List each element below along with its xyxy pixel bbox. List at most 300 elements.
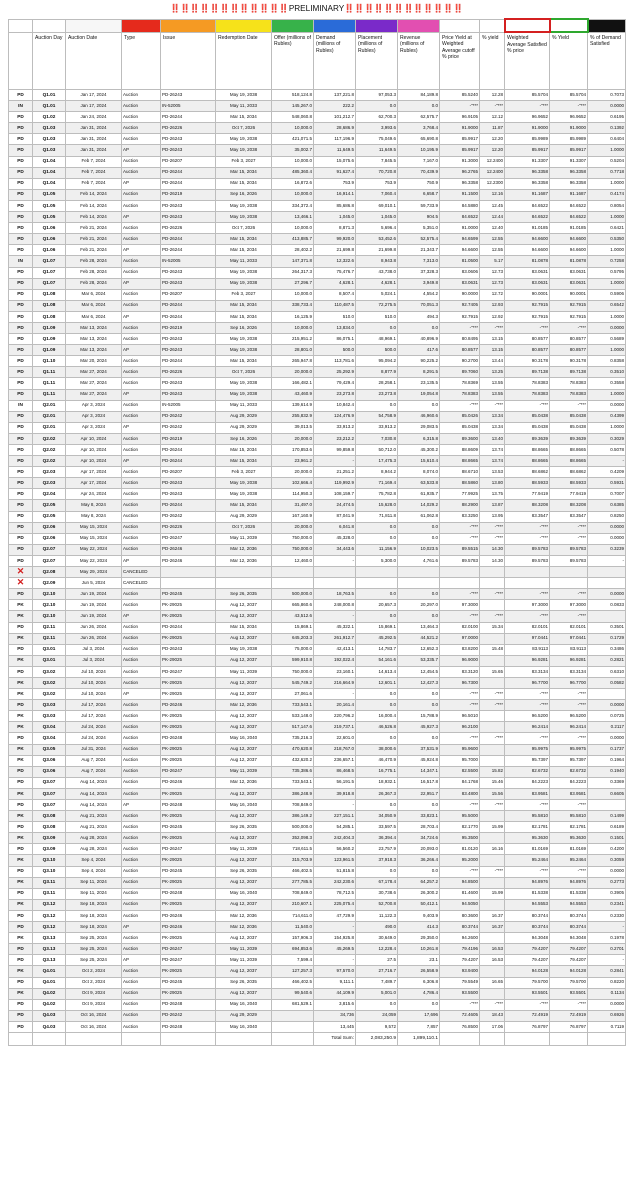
cell-col-1: Q3.10	[33, 866, 66, 877]
cell-col-14: 0.6404	[588, 134, 626, 145]
cell-col-4: PD-26207	[161, 156, 216, 167]
total-empty-cell	[161, 1032, 216, 1045]
cell-col-6: 20,000.0	[272, 367, 314, 378]
table-row	[9, 256, 626, 267]
cell-col-11: 12.55	[480, 245, 505, 256]
cell-col-14: 0.4174	[588, 189, 626, 200]
cell-col-7: 54,285.1	[314, 822, 356, 833]
cell-col-9: 13,464.3	[398, 622, 440, 633]
table-row	[9, 223, 626, 234]
cell-col-4: PD-26246	[161, 922, 216, 933]
cell-col-14: 0.2821	[588, 655, 626, 666]
cell-col-13: 85.5704	[550, 90, 588, 101]
cell-col-10: 81.0500	[440, 256, 480, 267]
cell-col-0: PD	[9, 223, 33, 234]
cell-col-7: 9,111.1	[314, 977, 356, 988]
cell-col-6: 265,947.8	[272, 356, 314, 367]
cell-col-1: Q4.03	[33, 1021, 66, 1032]
cell-col-0: PD	[9, 123, 33, 134]
cell-col-7: 23,212.2	[314, 433, 356, 444]
cell-col-2: Sep 18, 2024	[66, 922, 122, 933]
cell-col-5: Aug 12, 2037	[216, 855, 272, 866]
cell-col-9: 8,074.0	[398, 467, 440, 478]
cell-col-7: 42,413.1	[314, 644, 356, 655]
cell-col-1: Q1.03	[33, 123, 66, 134]
cell-col-4: PK-29025	[161, 988, 216, 999]
cell-col-8: 69,010.1	[356, 200, 398, 211]
cell-col-4: PD-26244	[161, 311, 216, 322]
cell-col-13: 96.3358	[550, 167, 588, 178]
cell-col-14: 0.0000	[588, 522, 626, 533]
cell-col-9: 750.9	[398, 178, 440, 189]
cell-col-3: CANCELED	[122, 578, 161, 589]
table-row	[9, 677, 626, 688]
cell-col-4: PD-26243	[161, 489, 216, 500]
cell-col-7: 23,273.8	[314, 389, 356, 400]
cell-col-0: PD	[9, 866, 33, 877]
cell-col-5: Sep 26, 2035	[216, 866, 272, 877]
cell-col-8: 72,275.5	[356, 300, 398, 311]
cell-col-13: 78.8383	[550, 378, 588, 389]
cell-col-9: 70,439.9	[398, 167, 440, 178]
color-strip-row	[9, 19, 626, 32]
cell-col-5: Aug 29, 2029	[216, 1010, 272, 1021]
cell-col-14: 0.7258	[588, 256, 626, 267]
table-row	[9, 578, 626, 589]
table-row	[9, 322, 626, 333]
cell-col-14: 0.1737	[588, 744, 626, 755]
cell-col-12: 95.2464	[505, 855, 550, 866]
cell-col-1: Q3.13	[33, 933, 66, 944]
cell-col-8: 38,000.6	[356, 744, 398, 755]
cell-col-0: PD	[9, 489, 33, 500]
cell-col-1: Q2.04	[33, 489, 66, 500]
table-row	[9, 622, 626, 633]
cell-col-0: PD	[9, 955, 33, 966]
cell-col-0: PD	[9, 777, 33, 788]
cell-col-3: Auction	[122, 478, 161, 489]
cell-col-14: 0.0000	[588, 700, 626, 711]
cell-col-0: PD	[9, 389, 33, 400]
cell-col-3: Auction	[122, 977, 161, 988]
cell-col-11: 12.44	[480, 212, 505, 223]
cell-col-3: Auction	[122, 966, 161, 977]
cell-col-12: 85.9917	[505, 145, 550, 156]
cell-col-7: 227,151.1	[314, 811, 356, 822]
cell-col-1: Q4.01	[33, 977, 66, 988]
cell-col-3: Auction	[122, 622, 161, 633]
cell-col-6: 386,248.9	[272, 788, 314, 799]
cell-col-10: 95.9600	[440, 744, 480, 755]
cell-col-5: Mar 12, 2036	[216, 910, 272, 921]
total-empty-cell	[440, 1032, 480, 1045]
cell-col-7: 99,859.8	[314, 445, 356, 456]
cell-col-0: PD	[9, 733, 33, 744]
cell-col-10: 80.8495	[440, 334, 480, 345]
cell-col-6: 338,733.4	[272, 300, 314, 311]
cell-col-12: 83.3134	[505, 666, 550, 677]
cell-col-9: 494.3	[398, 311, 440, 322]
cell-col-11: 13.34	[480, 411, 505, 422]
cell-col-10: 95.3500	[440, 833, 480, 844]
cell-col-11: 15.56	[480, 788, 505, 799]
cell-col-2: Feb 28, 2024	[66, 278, 122, 289]
cell-col-9: 0.0	[398, 533, 440, 544]
cell-col-0: PD	[9, 555, 33, 566]
cell-col-12: 95.5810	[505, 811, 550, 822]
cell-col-2: May 22, 2024	[66, 544, 122, 555]
cell-col-3: Auction	[122, 90, 161, 101]
cell-col-10: 93.9400	[440, 966, 480, 977]
table-row	[9, 788, 626, 799]
cell-col-10: 91.3000	[440, 156, 480, 167]
cell-col-2: Jun 19, 2024	[66, 611, 122, 622]
cell-col-1: Q3.02	[33, 677, 66, 688]
cell-col-5: May 19, 2038	[216, 389, 272, 400]
cell-col-6: 518,124.8	[272, 90, 314, 101]
cell-col-0: PD	[9, 822, 33, 833]
cell-col-3: Auction	[122, 112, 161, 123]
cell-col-3: AP	[122, 955, 161, 966]
cell-col-4: PD-26246	[161, 544, 216, 555]
cell-col-5: May 19, 2038	[216, 478, 272, 489]
cell-col-14: 0.1978	[588, 933, 626, 944]
cell-col-2: Jan 31, 2024	[66, 134, 122, 145]
header-cell: Weighted Average Satisfied % price	[505, 32, 550, 90]
cell-col-12: 94.3048	[505, 933, 550, 944]
cell-col-11: 14.30	[480, 544, 505, 555]
cell-col-1: Q3.06	[33, 766, 66, 777]
spreadsheet	[8, 0, 625, 1046]
cell-col-14: 0.0000	[588, 322, 626, 333]
cell-col-7: 39,918.8	[314, 788, 356, 799]
cell-col-2: Sep 25, 2024	[66, 955, 122, 966]
cell-col-11: 11.87	[480, 123, 505, 134]
cell-col-3: Auction	[122, 433, 161, 444]
cell-col-4: PK-29025	[161, 655, 216, 666]
table-row	[9, 899, 626, 910]
cell-col-7: 87,041.9	[314, 511, 356, 522]
cell-col-2: Jan 17, 2024	[66, 101, 122, 112]
table-row	[9, 910, 626, 921]
cell-col-9: 0.0	[398, 733, 440, 744]
cell-col-1: Q2.08	[33, 567, 66, 578]
cell-col-12: -"***	[505, 700, 550, 711]
cell-col-0: PD	[9, 999, 33, 1010]
color-cell-7	[314, 19, 356, 32]
cell-col-12: 82.6732	[505, 766, 550, 777]
cell-col-13: 95.9975	[550, 744, 588, 755]
cell-col-8: 490.0	[356, 922, 398, 933]
cell-col-12: -"***	[505, 522, 550, 533]
header-cell: Redemption Date	[216, 32, 272, 90]
cell-col-2: Feb 7, 2024	[66, 167, 122, 178]
cell-col-0: PD	[9, 544, 33, 555]
cell-col-8: 0.0	[356, 322, 398, 333]
cell-col-2: Mar 6, 2024	[66, 289, 122, 300]
cell-col-11: 16.16	[480, 844, 505, 855]
cell-col-12: 96.9652	[505, 112, 550, 123]
cell-col-6: 139,614.9	[272, 400, 314, 411]
cell-col-0: IN	[9, 101, 33, 112]
cell-col-6: 114,950.3	[272, 489, 314, 500]
cell-col-9: 6,658.7	[398, 189, 440, 200]
cell-col-13	[550, 578, 588, 589]
table-row	[9, 445, 626, 456]
cell-col-5: Mar 12, 2036	[216, 555, 272, 566]
cell-col-0: PK	[9, 677, 33, 688]
cell-col-4: PK-29025	[161, 788, 216, 799]
cell-col-6: 466,402.5	[272, 866, 314, 877]
cell-col-8: 12,601.1	[356, 677, 398, 688]
cell-col-5: May 19, 2038	[216, 334, 272, 345]
cell-col-4: PD-26247	[161, 666, 216, 677]
cell-col-11: -"***	[480, 589, 505, 600]
cell-col-8: 15,869.1	[356, 622, 398, 633]
cell-col-4: PK-29025	[161, 633, 216, 644]
cell-col-1: Q3.12	[33, 910, 66, 921]
cell-col-2: Aug 21, 2024	[66, 811, 122, 822]
cell-col-11: 15.65	[480, 666, 505, 677]
cell-col-12: -"***	[505, 611, 550, 622]
cell-col-8: 5,300.0	[356, 555, 398, 566]
cell-col-9: 9,403.9	[398, 910, 440, 921]
cell-col-12: 96.9281	[505, 655, 550, 666]
cell-col-7	[314, 578, 356, 589]
cell-col-9: 10,023.5	[398, 544, 440, 555]
cell-col-11: -"***	[480, 101, 505, 112]
cell-col-9: 904.5	[398, 212, 440, 223]
cell-col-0: PD	[9, 245, 33, 256]
table-row	[9, 544, 626, 555]
cell-col-8: 0.0	[356, 611, 398, 622]
cell-col-0: PD	[9, 910, 33, 921]
cell-col-1: Q1.06	[33, 245, 66, 256]
cell-col-2: Aug 14, 2024	[66, 788, 122, 799]
cell-col-12: 95.7397	[505, 755, 550, 766]
cell-col-7: 154,925.8	[314, 933, 356, 944]
cell-col-10: 91.1500	[440, 189, 480, 200]
cell-col-0: PD	[9, 977, 33, 988]
table-row	[9, 722, 626, 733]
cell-col-14: -	[588, 555, 626, 566]
cell-col-2: Apr 10, 2024	[66, 433, 122, 444]
cell-col-12: -"***	[505, 689, 550, 700]
table-row	[9, 112, 626, 123]
cell-col-2: Apr 3, 2024	[66, 400, 122, 411]
cell-col-3: Auction	[122, 744, 161, 755]
cell-col-9: 0.0	[398, 522, 440, 533]
cell-col-0: PD	[9, 500, 33, 511]
cell-col-7: 99,920.0	[314, 234, 356, 245]
cell-col-9	[398, 578, 440, 589]
cell-col-1: Q1.01	[33, 90, 66, 101]
cell-col-7: 97,570.0	[314, 966, 356, 977]
cell-col-11	[480, 677, 505, 688]
cell-col-12: -"***	[505, 999, 550, 1010]
cell-col-12: 78.8383	[505, 378, 550, 389]
cell-col-7: 45,328.0	[314, 533, 356, 544]
cell-col-4: PD-26244	[161, 112, 216, 123]
cell-col-5: Aug 12, 2037	[216, 600, 272, 611]
cell-col-10	[440, 578, 480, 589]
cell-col-1: Q2.02	[33, 445, 66, 456]
cell-col-6: 210,607.1	[272, 899, 314, 910]
cell-col-10: 91.0000	[440, 223, 480, 234]
cell-col-1: Q4.02	[33, 988, 66, 999]
cell-col-10: 83.3250	[440, 511, 480, 522]
cell-col-9: 21,343.7	[398, 245, 440, 256]
cell-col-13: 89.5783	[550, 544, 588, 555]
cell-col-12: 78.8383	[505, 389, 550, 400]
cell-col-6: 215,951.2	[272, 334, 314, 345]
cell-col-1: Q3.06	[33, 755, 66, 766]
cell-col-9: 84,189.8	[398, 90, 440, 101]
table-row	[9, 134, 626, 145]
cell-col-2: Jul 24, 2024	[66, 733, 122, 744]
cell-col-8: 75,049.6	[356, 134, 398, 145]
cell-col-14: 1.0000	[588, 389, 626, 400]
cell-col-12: 91.9000	[505, 123, 550, 134]
cell-col-1: Q2.01	[33, 400, 66, 411]
cell-col-4: PK-29025	[161, 811, 216, 822]
cell-col-12: 96.7700	[505, 677, 550, 688]
cell-col-9: 3,949.8	[398, 278, 440, 289]
cell-col-4: PD-26243	[161, 200, 216, 211]
cell-col-13: 85.0438	[550, 422, 588, 433]
cell-col-4: PD-26207	[161, 289, 216, 300]
cell-col-7: 13,445	[314, 1021, 356, 1032]
cell-col-11: 12.93	[480, 300, 505, 311]
cell-col-1: Q2.03	[33, 467, 66, 478]
cell-col-9: 414.3	[398, 922, 440, 933]
cell-col-5: Aug 12, 2037	[216, 833, 272, 844]
cell-col-14: 0.2341	[588, 899, 626, 910]
cell-col-3: CANCELED	[122, 567, 161, 578]
cell-col-9: 14,347.1	[398, 766, 440, 777]
cell-col-7: 6,041.8	[314, 522, 356, 533]
cell-col-7: 56,560.2	[314, 844, 356, 855]
cell-col-12: 79.4207	[505, 944, 550, 955]
table-row	[9, 555, 626, 566]
cell-col-1: Q3.09	[33, 844, 66, 855]
cell-col-5: Mar 15, 2034	[216, 500, 272, 511]
cell-col-4: PD-26247	[161, 955, 216, 966]
cell-col-4: PD-26219	[161, 433, 216, 444]
cell-col-1: Q2.10	[33, 611, 66, 622]
cell-col-2: Jul 17, 2024	[66, 700, 122, 711]
cell-col-9: 7,167.0	[398, 156, 440, 167]
cell-col-9: 6,306.8	[398, 977, 440, 988]
cell-col-11: 13.15	[480, 334, 505, 345]
cell-col-4: PD-26242	[161, 411, 216, 422]
cell-col-7: 117,196.9	[314, 134, 356, 145]
cell-col-2: Jun 26, 2024	[66, 633, 122, 644]
cell-col-12: 79.4207	[505, 955, 550, 966]
cell-col-11	[480, 567, 505, 578]
cell-col-7: 25,292.9	[314, 367, 356, 378]
cell-col-11: -"***	[480, 322, 505, 333]
table-row	[9, 311, 626, 322]
cell-col-0: PK	[9, 833, 33, 844]
cell-col-9: 4,554.2	[398, 289, 440, 300]
cell-col-11: 12.40	[480, 223, 505, 234]
cell-col-12: 81.0169	[505, 844, 550, 855]
cell-col-7: 242,230.6	[314, 877, 356, 888]
cell-col-14: 0.8358	[588, 356, 626, 367]
cell-col-11: 13.55	[480, 378, 505, 389]
cell-col-12: 96.3358	[505, 178, 550, 189]
cell-col-4: PD-26243	[161, 278, 216, 289]
cell-col-11	[480, 811, 505, 822]
table-row	[9, 400, 626, 411]
cell-col-10: 93.5500	[440, 988, 480, 999]
cell-col-11: -"***	[480, 866, 505, 877]
cell-col-7: 75,476.7	[314, 267, 356, 278]
cell-col-10: -"***	[440, 101, 480, 112]
cell-col-2: Mar 6, 2024	[66, 300, 122, 311]
cell-col-4: PD-26248	[161, 999, 216, 1010]
cell-col-13: 97.3000	[550, 600, 588, 611]
table-row	[9, 589, 626, 600]
cell-col-5: May 19, 2038	[216, 644, 272, 655]
cell-col-2: Mar 27, 2024	[66, 378, 122, 389]
cell-col-7: 86,075.1	[314, 334, 356, 345]
cell-col-12: 83.9113	[505, 644, 550, 655]
cell-col-0: PK	[9, 633, 33, 644]
cell-col-7: 3,815.6	[314, 999, 356, 1010]
cell-col-4: IN-52005	[161, 101, 216, 112]
cell-col-4: PD-26244	[161, 356, 216, 367]
cell-col-9: 12,652.3	[398, 644, 440, 655]
cell-col-9: 5,351.0	[398, 223, 440, 234]
cell-col-8	[356, 578, 398, 589]
cell-col-1: Q1.11	[33, 367, 66, 378]
cell-col-7: -	[314, 800, 356, 811]
cell-col-4: PD-26207	[161, 467, 216, 478]
cell-col-13: 84.6522	[550, 212, 588, 223]
cell-col-1: Q2.09	[33, 578, 66, 589]
cell-col-4: PD-26242	[161, 511, 216, 522]
cell-col-7: 1,045.0	[314, 212, 356, 223]
cell-col-1: Q1.03	[33, 145, 66, 156]
cell-col-1: Q2.05	[33, 500, 66, 511]
cell-col-13: 82.6732	[550, 766, 588, 777]
cell-col-2: Mar 27, 2024	[66, 367, 122, 378]
table-row	[9, 511, 626, 522]
cell-col-0: PD	[9, 888, 33, 899]
cell-col-0: PD	[9, 522, 33, 533]
cell-col-11: 14.30	[480, 555, 505, 566]
total-empty-cell	[9, 1032, 33, 1045]
cell-col-14: 0.1501	[588, 833, 626, 844]
cell-col-3: Auction	[122, 877, 161, 888]
cell-col-0: IN	[9, 256, 33, 267]
cell-col-6: 264,317.3	[272, 267, 314, 278]
cell-col-6: 517,147.6	[272, 722, 314, 733]
cell-col-7: 216,664.9	[314, 677, 356, 688]
cell-col-3: Auction	[122, 334, 161, 345]
header-cell: Auction Date	[66, 32, 122, 90]
cell-col-1: Q3.12	[33, 922, 66, 933]
cell-col-10: 90.0000	[440, 289, 480, 300]
cell-col-11: 16.65	[480, 977, 505, 988]
cell-col-13: -"***	[550, 999, 588, 1010]
cell-col-11: 12.72	[480, 289, 505, 300]
cell-col-12: 94.6600	[505, 245, 550, 256]
cell-col-11: 12.28	[480, 90, 505, 101]
cell-col-5: Oct 7, 2026	[216, 522, 272, 533]
